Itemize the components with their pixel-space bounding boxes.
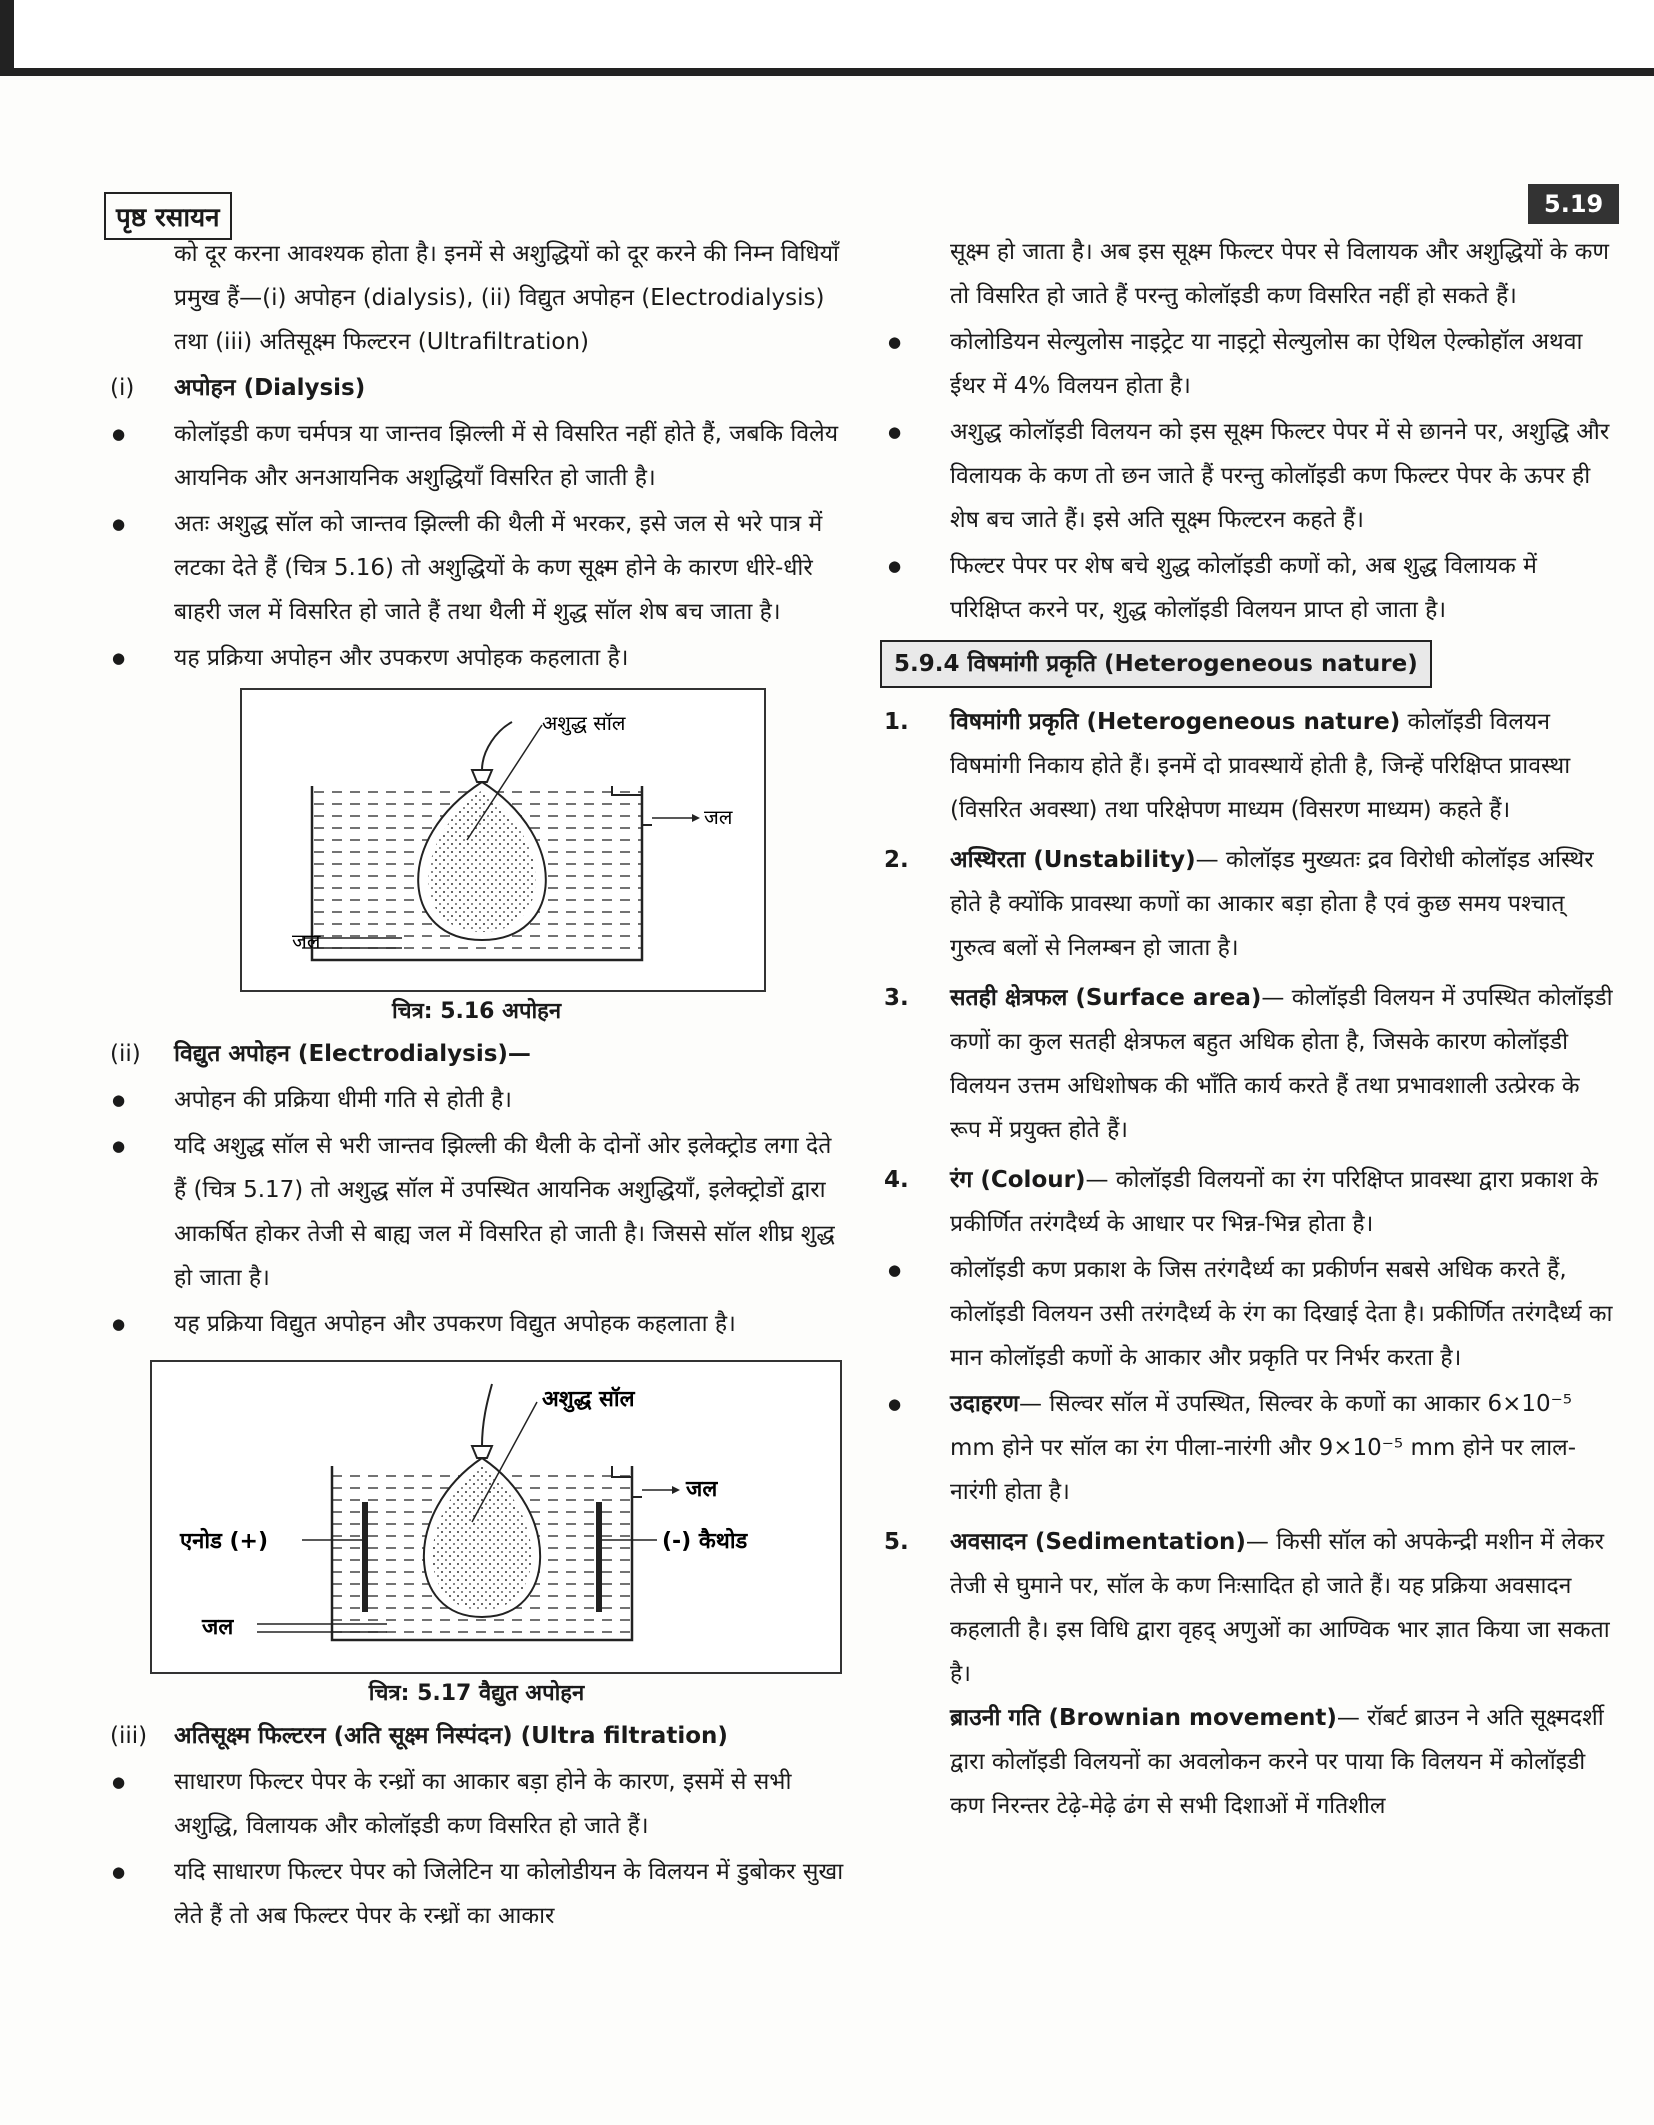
subsection-electrodialysis	[104, 1032, 849, 1076]
numbered-item	[880, 1520, 1615, 1696]
subsection-title: अतिसूक्ष्म फिल्टरन (अति सूक्ष्म निस्पंदन) (Ultra filtration)	[174, 1723, 728, 1749]
item-title: रंग (Colour)	[950, 1167, 1086, 1193]
figure-electrodialysis	[150, 1360, 842, 1674]
item-text: कोलॉइडी विलयन विषमांगी निकाय होते हैं। इनमें दो प्रावस्थायें होती है, जिन्हें परिक्षिप्त प्रावस्था (विसरित अवस्था) तथा परिक्षेपण माध्यम (विसरण माध्यम) कहते हैं।	[950, 709, 1571, 823]
figure-caption: चित्र: 5.16 अपोहन	[391, 999, 562, 1024]
electrodialysis-diagram	[152, 1362, 840, 1672]
subsection-title: विद्युत अपोहन (Electrodialysis)—	[174, 1041, 531, 1067]
bullet-item: ● अपोहन की प्रक्रिया धीमी गति से होती है।	[104, 1078, 849, 1122]
bullet-item: ● कोलॉइडी कण प्रकाश के जिस तरंगदैर्ध्य का प्रकीर्णन सबसे अधिक करते हैं, कोलॉइडी विलयन उसी तरंगदैर्ध्य के रंग का दिखाई देता है। प्रकीर्णित तरंगदैर्ध्य का मान कोलॉइडी कणों के आकार और प्रकृति पर निर्भर करता है।	[880, 1248, 1615, 1380]
example-text: — सिल्वर सॉल में उपस्थित, सिल्वर के कणों का आकार 6×10⁻⁵ mm होने पर सॉल का रंग पीला-नारंगी और 9×10⁻⁵ mm होने पर लाल-नारंगी होता है।	[950, 1391, 1577, 1505]
label-anode: एनोड (+)	[180, 1529, 269, 1554]
label-water-right: जल	[686, 1477, 718, 1502]
left-column	[104, 232, 849, 1938]
item-title: सतही क्षेत्रफल (Surface area)	[950, 985, 1262, 1011]
numbered-item	[880, 838, 1615, 970]
page-number: 5.19	[1528, 184, 1619, 224]
item-number: 2.	[884, 847, 909, 873]
bullet-item: ● साधारण फिल्टर पेपर के रन्ध्रों का आकार बड़ा होने के कारण, इसमें से सभी अशुद्धि, विलायक और कोलॉइडी कण विसरित हो जाते हैं।	[104, 1760, 849, 1848]
example-title: उदाहरण	[950, 1391, 1020, 1417]
item-text: — किसी सॉल को अपकेन्द्री मशीन में लेकर तेजी से घुमाने पर, सॉल के कण निःसादित हो जाते हैं। यह प्रक्रिया अवसादन कहलाती है। इस विधि द्वारा वृहद् अणुओं का आण्विक भार ज्ञात किया जा सकता है।	[950, 1529, 1610, 1687]
item-text: — कोलॉइडी विलयनों का रंग परिक्षिप्त प्रावस्था द्वारा प्रकाश के प्रकीर्णित तरंगदैर्ध्य के आधार पर भिन्न-भिन्न होता है।	[950, 1167, 1598, 1237]
intro-paragraph: को दूर करना आवश्यक होता है। इनमें से अशुद्धियों को दूर करने की निम्न विधियाँ प्रमुख हैं—(i) अपोहन (dialysis), (ii) विद्युत अपोहन (Electrodialysis) तथा (iii) अतिसूक्ष्म फिल्टरन (Ultrafiltration)	[174, 241, 839, 355]
item-title: विषमांगी प्रकृति (Heterogeneous nature)	[950, 709, 1401, 735]
bullet-item: ● कोलोडियन सेल्युलोस नाइट्रेट या नाइट्रो सेल्युलोस का ऐथिल ऐल्कोहॉल अथवा ईथर में 4% विलयन होता है।	[880, 320, 1615, 408]
item-number: 1.	[884, 709, 909, 735]
subsection-ultrafiltration	[104, 1714, 849, 1758]
item-title: अवसादन (Sedimentation)	[950, 1529, 1246, 1555]
continuation-paragraph: सूक्ष्म हो जाता है। अब इस सूक्ष्म फिल्टर पेपर से विलायक और अशुद्धियों के कण तो विसरित हो जाते हैं परन्तु कोलॉइडी कण विसरित नहीं हो सकते हैं।	[950, 239, 1610, 309]
bullet-item: ● अतः अशुद्ध सॉल को जान्तव झिल्ली की थैली में भरकर, इसे जल से भरे पात्र में लटका देते हैं (चित्र 5.16) तो अशुद्धियों के कण सूक्ष्म होने के कारण धीरे-धीरे बाहरी जल में विसरित हो जाते हैं तथा थैली में शुद्ध सॉल शेष बच जाता है।	[104, 502, 849, 634]
subsection-mark: (iii)	[110, 1723, 148, 1749]
item-number: 3.	[884, 985, 909, 1011]
numbered-item	[880, 1158, 1615, 1246]
dialysis-diagram	[242, 690, 764, 990]
figure-caption: चित्र: 5.17 वैद्युत अपोहन	[368, 1681, 585, 1706]
bullet-item	[880, 1382, 1615, 1514]
figure-dialysis	[240, 688, 766, 992]
brownian-title: ब्राउनी गति (Brownian movement)	[950, 1705, 1337, 1731]
label-cathode: (-) कैथोड	[662, 1529, 748, 1554]
bullet-item: ● यह प्रक्रिया अपोहन और उपकरण अपोहक कहलाता है।	[104, 636, 849, 680]
bullet-item: ● फिल्टर पेपर पर शेष बचे शुद्ध कोलॉइडी कणों को, अब शुद्ध विलायक में परिक्षिप्त करने पर, शुद्ध कोलॉइडी विलयन प्राप्त हो जाता है।	[880, 544, 1615, 632]
top-bar	[0, 0, 1654, 76]
subsection-mark: (i)	[110, 375, 135, 401]
right-column	[880, 230, 1615, 1828]
numbered-item	[880, 976, 1615, 1152]
bullet-item: ● यदि अशुद्ध सॉल से भरी जान्तव झिल्ली की थैली के दोनों ओर इलेक्ट्रोड लगा देते हैं (चित्र 5.17) तो अशुद्ध सॉल में उपस्थित आयनिक अशुद्धियाँ, इलेक्ट्रोडों द्वारा आकर्षित होकर तेजी से बाह्य जल में विसरित हो जाती है। जिससे सॉल शीघ्र शुद्ध हो जाता है।	[104, 1124, 849, 1300]
brownian-text: — रॉबर्ट ब्राउन ने अति सूक्ष्मदर्शी द्वारा कोलॉइडी विलयनों का अवलोकन करने पर पाया कि विलयन में कोलॉइडी कण निरन्तर टेढ़े-मेढ़े ढंग से सभी दिशाओं में गतिशील	[950, 1705, 1604, 1819]
bullet-item: ● यह प्रक्रिया विद्युत अपोहन और उपकरण विद्युत अपोहक कहलाता है।	[104, 1302, 849, 1346]
label-impure-sol: अशुद्ध सॉल	[542, 1387, 635, 1412]
item-number: 4.	[884, 1167, 909, 1193]
subsection-dialysis	[104, 366, 849, 410]
bullet-item: ● यदि साधारण फिल्टर पेपर को जिलेटिन या कोलोडीयन के विलयन में डुबोकर सुखा लेते हैं तो अब फिल्टर पेपर के रन्ध्रों का आकार	[104, 1850, 849, 1938]
bullet-item: ● अशुद्ध कोलॉइडी विलयन को इस सूक्ष्म फिल्टर पेपर में से छानने पर, अशुद्धि और विलायक के कण तो छन जाते हैं परन्तु कोलॉइडी कण फिल्टर पेपर के ऊपर ही शेष बच जाते हैं। इसे अति सूक्ष्म फिल्टरन कहते हैं।	[880, 410, 1615, 542]
item-title: अस्थिरता (Unstability)	[950, 847, 1196, 873]
label-water-right: जल	[704, 805, 733, 829]
item-text: — कोलॉइडी विलयन में उपस्थित कोलॉइडी कणों का कुल सतही क्षेत्रफल बहुत अधिक होता है, जिसके कारण कोलॉइडी विलयन उत्तम अधिशोषक की भाँति कार्य करते हैं तथा प्रभावशाली उत्प्रेरक के रूप में प्रयुक्त होते हैं।	[950, 985, 1613, 1143]
bullet-item: ● कोलॉइडी कण चर्मपत्र या जान्तव झिल्ली में से विसरित नहीं होते हैं, जबकि विलेय आयनिक और अनआयनिक अशुद्धियाँ विसरित हो जाती है।	[104, 412, 849, 500]
numbered-item	[880, 700, 1615, 832]
label-water-left: जल	[202, 1615, 234, 1640]
label-impure-sol: अशुद्ध सॉल	[542, 711, 626, 735]
label-water-left: जल	[292, 929, 321, 953]
section-tag: पृष्ठ रसायन	[104, 192, 232, 240]
subsection-mark: (ii)	[110, 1041, 141, 1067]
subsection-title: अपोहन (Dialysis)	[174, 375, 366, 401]
section-heading: 5.9.4 विषमांगी प्रकृति (Heterogeneous nature)	[880, 640, 1432, 688]
item-number: 5.	[884, 1529, 909, 1555]
item-text: — कोलॉइड मुख्यतः द्रव विरोधी कोलॉइड अस्थिर होते है क्योंकि प्रावस्था कणों का आकार बड़ा होता है एवं कुछ समय पश्चात् गुरुत्व बलों से निलम्बन हो जाता है।	[950, 847, 1594, 961]
brownian-paragraph	[880, 1696, 1615, 1828]
